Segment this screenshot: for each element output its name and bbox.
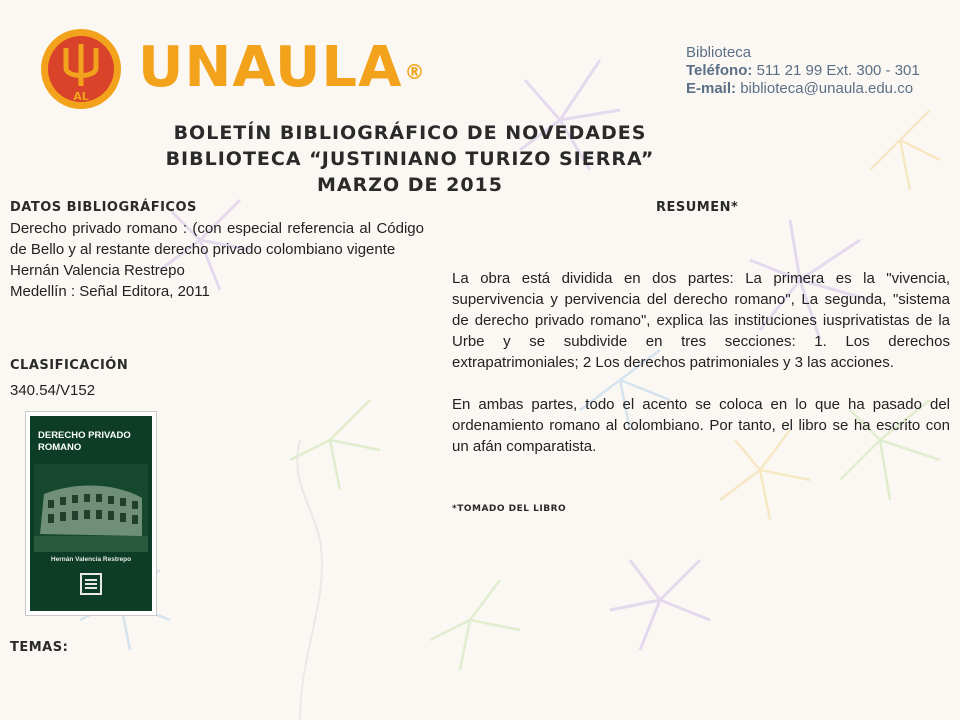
phone-label: Teléfono: [686,62,753,79]
source-note: *TOMADO DEL LIBRO [452,504,567,514]
phone-line [686,62,920,80]
book-cover [26,412,156,615]
email-label: E-mail: [686,80,737,97]
summary-text [452,268,950,457]
logo-wordmark [138,36,425,100]
library-name: Biblioteca [686,44,752,61]
resumen-heading: RESUMEN* [656,200,739,215]
call-number: 340.54/V152 [10,382,96,399]
cover-author: Hernán Valencia Restrepo [50,556,132,563]
book-author: Hernán Valencia Restrepo [10,262,185,279]
bibliographic-data [10,218,424,302]
library-contact [686,44,920,98]
registered-mark: ® [404,60,426,84]
cover-title-line-1: DERECHO PRIVADO [38,430,131,441]
title-line-1: BOLETÍN BIBLIOGRÁFICO DE NOVEDADES [173,122,647,144]
publisher-logo-icon [79,572,103,596]
cover-background [30,416,152,611]
cover-title-line-2: ROMANO [38,442,82,453]
book-publisher: Medellín : Señal Editora, 2011 [10,283,210,300]
cover-title [38,430,148,454]
temas-heading: TEMAS: [10,640,69,655]
summary-paragraph-2: En ambas partes, todo el acento se coloca en lo que ha pasado del ordenamiento romano al colombiano. Por tanto, el libro se ha escrito con un afán comparatista. [452,396,950,455]
datos-heading: DATOS BIBLIOGRÁFICOS [10,200,197,215]
logo-text: UNAULA [138,35,403,100]
email-line [686,80,920,98]
title-line-2: BIBLIOTECA “JUSTINIANO TURIZO SIERRA” [165,148,655,170]
unaula-logo [38,26,426,112]
summary-paragraph-1: La obra está dividida en dos partes: La primera es la "vivencia, supervivencia y pervivencia del derecho romano", La segunda, "sistema de derecho privado romano", explica las instituciones iusprivatistas de la Urbe y se subdivide en tres secciones: 1. Los derechos extrapatrimoniales; 2 Los derechos patrimoniales y 3 las acciones. [452,270,950,371]
emblem-text: AL [73,90,89,103]
university-emblem-icon [38,26,124,112]
colosseum-image [34,464,148,552]
book-title-text: Derecho privado romano : (con especial referencia al Código de Bello y al restante derecho privado colombiano vigente [10,220,424,258]
phone-value: 511 21 99 Ext. 300 - 301 [756,62,920,79]
title-line-3: MARZO DE 2015 [316,174,504,196]
bulletin-title [0,120,820,198]
email-value: biblioteca@unaula.edu.co [740,80,914,97]
clasificacion-heading: CLASIFICACIÓN [10,358,129,373]
